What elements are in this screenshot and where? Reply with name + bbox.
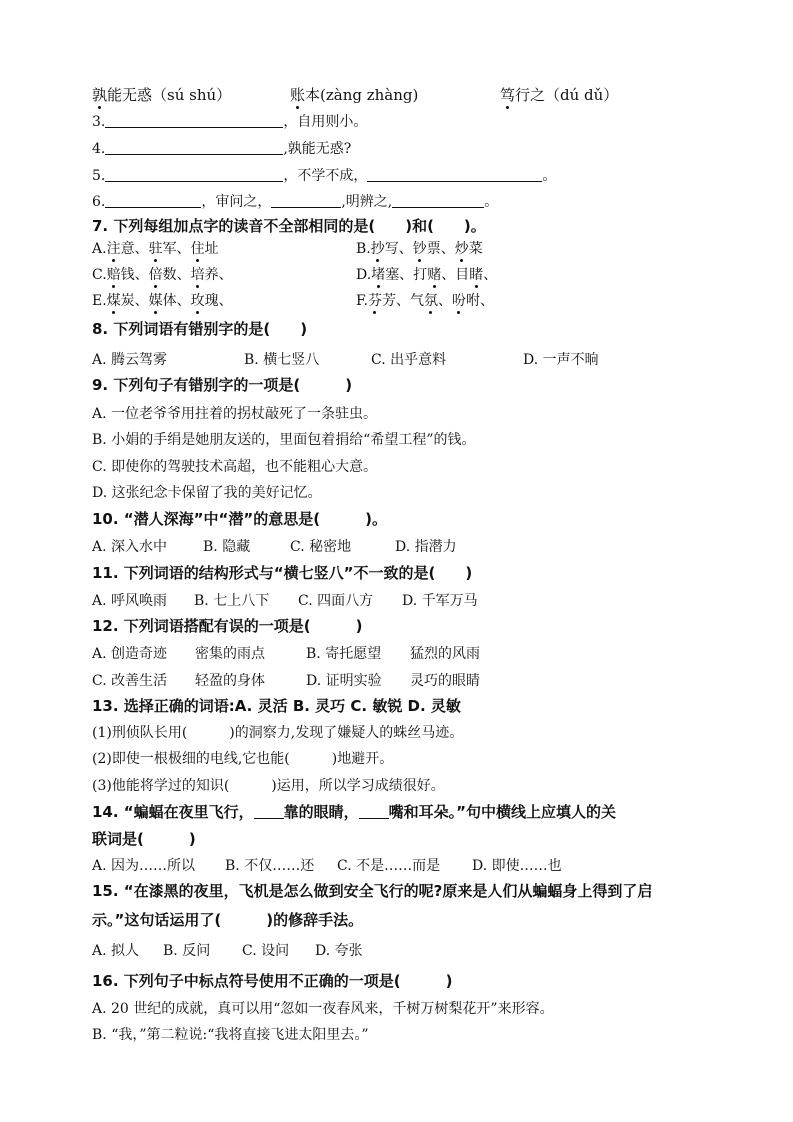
q11-option-a[interactable]: A. 呼风唤雨 xyxy=(92,593,168,609)
q7-option-e[interactable] xyxy=(92,290,233,310)
question-16-title: 16. 下列句子中标点符号使用不正确的一项是( ) xyxy=(92,972,453,990)
answer-blank[interactable] xyxy=(254,804,284,819)
dotted-char: 住 xyxy=(191,238,205,258)
question-8-title: 8. 下列词语有错别字的是( ) xyxy=(92,320,308,338)
option-text: 数、 xyxy=(162,267,191,283)
dotted-char: 芬 xyxy=(368,290,382,310)
dotted-char: 孰 xyxy=(92,86,108,104)
question-number: 3. xyxy=(92,114,106,130)
option-letter: E. xyxy=(92,293,107,309)
q8-option-a[interactable]: A. 腾云驾雾 xyxy=(92,352,168,368)
question-number: 6. xyxy=(92,194,106,210)
option-letter: F. xyxy=(356,293,368,309)
q8-option-c[interactable]: C. 出乎意料 xyxy=(371,352,447,368)
q12-option-c[interactable]: C. 改善生活 xyxy=(92,673,168,689)
q9-option-d[interactable]: D. 这张纪念卡保留了我的美好记忆。 xyxy=(92,485,322,501)
pinyin-choice-3-wrap xyxy=(500,84,618,105)
answer-blank[interactable] xyxy=(359,804,389,819)
q10-option-d[interactable]: D. 指潜力 xyxy=(395,539,457,555)
option-letter: D. xyxy=(356,267,372,283)
dotted-char: 赌 xyxy=(427,264,441,284)
q8-option-b[interactable]: B. 横七竖八 xyxy=(244,352,320,368)
q11-option-b[interactable]: B. 七上八下 xyxy=(194,593,270,609)
option-text: 菜 xyxy=(468,241,483,257)
option-text: 意、 xyxy=(120,241,149,257)
question-15-line-1: 15. “在漆黑的夜里，飞机是怎么做到安全飞行的呢?原来是人们从蝙蝠身上得到了启 xyxy=(92,882,653,900)
dotted-char: 笃 xyxy=(500,86,516,104)
q14-option-d[interactable]: D. 即使……也 xyxy=(472,858,562,874)
option-text: 、 xyxy=(483,267,498,283)
q7-option-b[interactable] xyxy=(356,238,483,258)
pinyin-choice-line xyxy=(92,84,231,105)
q11-option-c[interactable]: C. 四面八方 xyxy=(298,593,374,609)
answer-blank[interactable] xyxy=(105,113,283,128)
option-text: 、 xyxy=(437,293,452,309)
question-text: ,明辨之, xyxy=(341,194,393,210)
q15-option-b[interactable]: B. 反问 xyxy=(163,943,211,959)
question-14-line-2: 联词是( ) xyxy=(92,830,196,848)
question-text: ，不学不成， xyxy=(283,168,368,184)
question-9-title: 9. 下列句子有错别字的一项是( ) xyxy=(92,376,353,394)
dotted-char: 堵 xyxy=(371,264,385,284)
option-letter: A. xyxy=(92,241,107,257)
dotted-char: 赔 xyxy=(107,264,121,284)
dotted-char: 抄 xyxy=(371,238,385,258)
option-text: 塞、打 xyxy=(385,267,428,283)
question-text: ，审问之， xyxy=(201,194,272,210)
option-text: A. 创造奇迹 xyxy=(92,646,168,662)
pinyin-choice-1: 能无惑（sú shú） xyxy=(107,86,232,104)
dotted-char: 玫 xyxy=(191,290,205,310)
q16-option-b[interactable]: B. “我，”第二粒说:“我将直接飞进太阳里去。” xyxy=(92,1027,369,1043)
dotted-char: 倍 xyxy=(149,264,163,284)
option-text: 咐、 xyxy=(465,293,494,309)
question-10-title: 10. “潜人深海”中“潜”的意思是( )。 xyxy=(92,510,387,528)
pinyin-choice-3: 行之（dú dǔ） xyxy=(515,86,619,104)
q10-option-b[interactable]: B. 隐藏 xyxy=(203,539,251,555)
question-14-line-1 xyxy=(92,801,616,822)
q15-option-d[interactable]: D. 夸张 xyxy=(315,943,363,959)
option-text: 票、 xyxy=(426,241,455,257)
question-7-title: 7. 下列每组加点字的读音不全部相同的是( )和( )。 xyxy=(92,217,486,235)
dotted-char: 培 xyxy=(191,264,205,284)
q9-option-b[interactable]: B. 小娟的手绢是她朋友送的，里面包着捐给“希望工程”的钱。 xyxy=(92,432,476,448)
question-number: 5. xyxy=(92,168,106,184)
question-12-title: 12. 下列词语搭配有误的一项是( ) xyxy=(92,617,363,635)
option-text: 写、 xyxy=(384,241,413,257)
dotted-char: 钞 xyxy=(413,238,427,258)
q12-option-d-pair: 灵巧的眼睛 xyxy=(410,673,480,689)
question-text: 靠的眼睛， xyxy=(283,803,359,821)
q13-sentence-1: (1)刑侦队长用( )的洞察力,发现了嫌疑人的蛛丝马迹。 xyxy=(92,725,464,741)
q14-option-a[interactable]: A. 因为……所以 xyxy=(92,858,196,874)
option-text: 养、 xyxy=(204,267,233,283)
option-text: 瑰、 xyxy=(204,293,233,309)
q7-option-a[interactable] xyxy=(92,238,219,258)
q12-option-a[interactable] xyxy=(92,643,167,663)
q10-option-c[interactable]: C. 秘密地 xyxy=(290,539,352,555)
dotted-char: 驻 xyxy=(149,238,163,258)
pinyin-choice-2: 本(zàng zhàng) xyxy=(305,86,419,104)
q10-option-a[interactable]: A. 深入水中 xyxy=(92,539,168,555)
question-text: 嘴和耳朵。”句中横线上应填人的关 xyxy=(388,803,617,821)
option-letter: B. xyxy=(356,241,371,257)
option-text: 体、 xyxy=(162,293,191,309)
answer-blank[interactable] xyxy=(105,167,283,182)
q14-option-c[interactable]: C. 不是……而是 xyxy=(337,858,441,874)
option-text: 军、 xyxy=(162,241,191,257)
q12-option-a-pair: 密集的雨点 xyxy=(195,646,265,662)
pinyin-choice-2-wrap xyxy=(290,84,418,105)
question-text: ,孰能无惑? xyxy=(283,141,352,157)
q15-option-c[interactable]: C. 设问 xyxy=(242,943,290,959)
dotted-char: 氛 xyxy=(424,290,438,310)
q7-option-f[interactable] xyxy=(356,290,494,310)
dotted-char: 煤 xyxy=(107,290,121,310)
answer-blank[interactable] xyxy=(105,193,201,208)
q12-option-b[interactable]: B. 寄托愿望 xyxy=(306,646,382,662)
q13-sentence-2: (2)即使一根极细的电线,它也能( )地避开。 xyxy=(92,751,394,767)
answer-blank[interactable] xyxy=(105,140,283,155)
question-text: 14. “蝙蝠在夜里飞行， xyxy=(92,803,254,821)
q13-sentence-3: (3)他能将学过的知识( )运用，所以学习成绩很好。 xyxy=(92,778,445,794)
question-13-title: 13. 选择正确的词语:A. 灵活 B. 灵巧 C. 敏锐 D. 灵敏 xyxy=(92,697,461,715)
q11-option-d[interactable]: D. 千军万马 xyxy=(402,593,478,609)
q12-option-b-pair: 猛烈的风雨 xyxy=(410,646,480,662)
option-text: 炭、 xyxy=(120,293,149,309)
fill-question-5 xyxy=(92,165,556,185)
q16-option-a[interactable]: A. 20 世纪的成就，真可以用“忽如一夜春风来，千树万树梨花开”来形容。 xyxy=(92,1001,554,1017)
q15-option-a[interactable]: A. 拟人 xyxy=(92,943,140,959)
fill-question-4 xyxy=(92,138,351,158)
question-text: 。 xyxy=(542,168,557,184)
answer-blank[interactable] xyxy=(367,167,542,182)
dotted-char: 账 xyxy=(290,86,306,104)
option-text: 钱、 xyxy=(120,267,149,283)
dotted-char: 炒 xyxy=(455,238,469,258)
q12-option-c-pair: 轻盈的身体 xyxy=(195,673,265,689)
question-15-line-2: 示。”这句话运用了( )的修辞手法。 xyxy=(92,911,364,929)
q7-option-d[interactable] xyxy=(356,264,497,284)
q7-option-c[interactable] xyxy=(92,264,233,284)
q9-option-a[interactable]: A. 一位老爷爷用拄着的拐杖敲死了一条驻虫。 xyxy=(92,406,378,422)
q14-option-b[interactable]: B. 不仅……还 xyxy=(225,858,315,874)
option-text: 芳、气 xyxy=(381,293,424,309)
option-text: 址 xyxy=(204,241,219,257)
option-text: 、目 xyxy=(441,267,470,283)
fill-question-6 xyxy=(92,191,498,211)
question-text: 。 xyxy=(484,194,499,210)
answer-blank[interactable] xyxy=(392,193,484,208)
q12-option-d[interactable]: D. 证明实验 xyxy=(306,673,382,689)
dotted-char: 注 xyxy=(107,238,121,258)
dotted-char: 吩 xyxy=(452,290,466,310)
q9-option-c[interactable]: C. 即使你的驾驶技术高超，也不能粗心大意。 xyxy=(92,459,378,475)
dotted-char: 媒 xyxy=(149,290,163,310)
fill-question-3 xyxy=(92,111,367,131)
option-letter: C. xyxy=(92,267,107,283)
answer-blank[interactable] xyxy=(271,193,341,208)
dotted-char: 睹 xyxy=(469,264,483,284)
q8-option-d[interactable]: D. 一声不晌 xyxy=(523,352,599,368)
question-number: 4. xyxy=(92,141,106,157)
question-11-title: 11. 下列词语的结构形式与“横七竖八”不一致的是( ) xyxy=(92,564,473,582)
question-text: ，自用则小。 xyxy=(283,114,368,130)
